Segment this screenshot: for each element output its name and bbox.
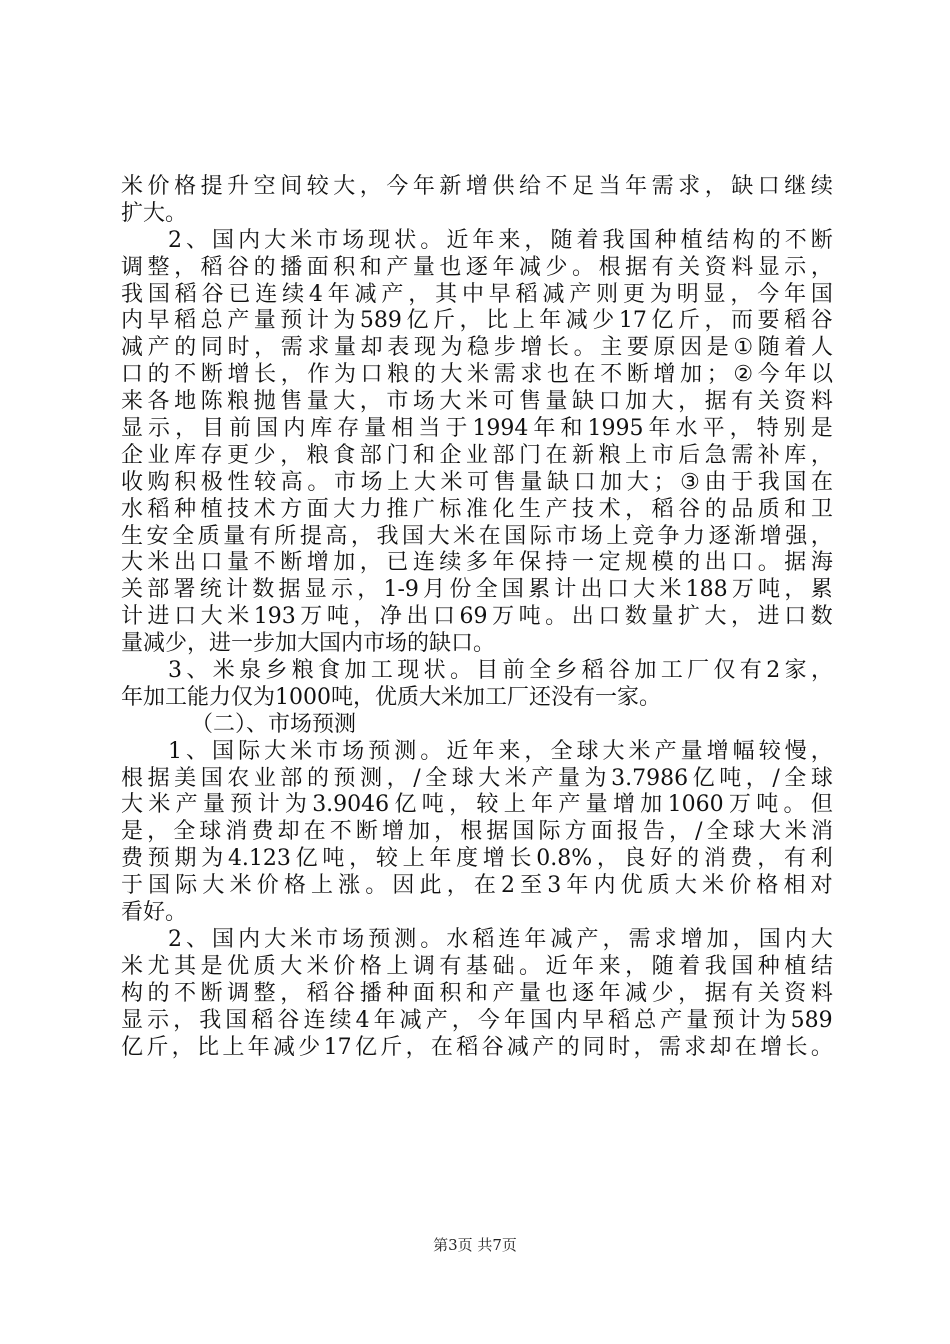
- text-line: 大 米 产 量 预 计 为 3.9046 亿 吨 ， 较 上 年 产 量 增 加 1060 万 吨 。 但: [121, 792, 833, 818]
- text-line: 米 尤 其 是 优 质 大 米 价 格 上 调 有 基 础 。 近 年 来 ， 随 着 我 国 种 植 结: [121, 953, 833, 979]
- text-line: 3 、 米 泉 乡 粮 食 加 工 现 状 。 目 前 全 乡 稻 谷 加 工 厂 仅 有 2 家 ，: [168, 658, 833, 684]
- text-line: 扩大。: [121, 200, 188, 226]
- text-line: 根 据 美 国 农 业 部 的 预 测 ， / 全 球 大 米 产 量 为 3.7986 亿 吨 ， / 全 球: [121, 765, 833, 791]
- text-line: 构 的 不 断 调 整 ， 稻 谷 播 种 面 积 和 产 量 也 逐 年 减 少 ， 据 有 关 资 料: [121, 980, 833, 1006]
- text-line: 调 整 ， 稻 谷 的 播 面 积 和 产 量 也 逐 年 减 少 。 根 据 有 关 资 料 显 示 ，: [121, 254, 833, 280]
- text-line: 减 产 的 同 时 ， 需 求 量 却 表 现 为 稳 步 增 长 。 主 要 原 因 是 ① 随 着 人: [121, 335, 833, 361]
- text-line: 计 进 口 大 米 193 万 吨 ， 净 出 口 69 万 吨 。 出 口 数 量 扩 大 ， 进 口 数: [121, 604, 833, 630]
- text-line: 我 国 稻 谷 已 连 续 4 年 减 产 ， 其 中 早 稻 减 产 则 更 为 明 显 ， 今 年 国: [121, 281, 833, 307]
- text-line: 大 米 出 口 量 不 断 增 加 ， 已 连 续 多 年 保 持 一 定 规 模 的 出 口 。 据 海: [121, 550, 833, 576]
- text-line: 企 业 库 存 更 少 ， 粮 食 部 门 和 企 业 部 门 在 新 粮 上 市 后 急 需 补 库 ，: [121, 442, 833, 468]
- page-footer: 第3页 共7页: [433, 1236, 517, 1254]
- text-line: （二）、市场预测: [191, 711, 357, 737]
- text-line: 内 早 稻 总 产 量 预 计 为 589 亿 斤 ， 比 上 年 减 少 17 亿 斤 ， 而 要 稻 谷: [121, 308, 833, 334]
- text-line: 2 、 国 内 大 米 市 场 现 状 。 近 年 来 ， 随 着 我 国 种 植 结 构 的 不 断: [168, 227, 833, 253]
- text-line: 显 示 ， 目 前 国 内 库 存 量 相 当 于 1994 年 和 1995 年 水 平 ， 特 别 是: [121, 416, 833, 442]
- text-line: 水 稻 种 植 技 术 方 面 大 力 推 广 标 准 化 生 产 技 术 ， 稻 谷 的 品 质 和 卫: [121, 496, 833, 522]
- text-line: 年加工能力仅为1000吨，优质大米加工厂还没有一家。: [121, 684, 661, 710]
- text-line: 2 、 国 内 大 米 市 场 预 测 。 水 稻 连 年 减 产 ， 需 求 增 加 ， 国 内 大: [168, 926, 833, 952]
- text-line: 米 价 格 提 升 空 间 较 大 ， 今 年 新 增 供 给 不 足 当 年 需 求 ， 缺 口 继 续: [121, 174, 833, 199]
- text-line: 收 购 积 极 性 较 高 。 市 场 上 大 米 可 售 量 缺 口 加 大 ； ③ 由 于 我 国 在: [121, 469, 833, 495]
- text-line: 1 、 国 际 大 米 市 场 预 测 。 近 年 来 ， 全 球 大 米 产 量 增 幅 较 慢 ，: [168, 738, 833, 764]
- text-line: 关 部 署 统 计 数 据 显 示 ， 1-9 月 份 全 国 累 计 出 口 大 米 188 万 吨 ， 累: [121, 577, 833, 603]
- text-line: 费 预 期 为 4.123 亿 吨 ， 较 上 年 度 增 长 0.8% ， 良 好 的 消 费 ， 有 利: [121, 846, 833, 872]
- text-line: 看好。: [121, 900, 188, 926]
- text-line: 于 国 际 大 米 价 格 上 涨 。 因 此 ， 在 2 至 3 年 内 优 质 大 米 价 格 相 对: [121, 873, 833, 899]
- text-line: 亿 斤 ， 比 上 年 减 少 17 亿 斤 ， 在 稻 谷 减 产 的 同 时 ， 需 求 却 在 增 长 。: [121, 1034, 833, 1060]
- text-line: 生 安 全 质 量 有 所 提 高 ， 我 国 大 米 在 国 际 市 场 上 竞 争 力 逐 渐 增 强 ，: [121, 523, 833, 549]
- text-line: 是 ， 全 球 消 费 却 在 不 断 增 加 ， 根 据 国 际 方 面 报 告 ， / 全 球 大 米 消: [121, 819, 833, 845]
- text-line: 口 的 不 断 增 长 ， 作 为 口 粮 的 大 米 需 求 也 在 不 断 增 加 ； ② 今 年 以: [121, 362, 833, 388]
- body-text: [121, 174, 833, 1061]
- text-line: 量减少，进一步加大国内市场的缺口。: [121, 631, 496, 657]
- text-line: 来 各 地 陈 粮 抛 售 量 大 ， 市 场 大 米 可 售 量 缺 口 加 大 ， 据 有 关 资 料: [121, 389, 833, 415]
- text-line: 显 示 ， 我 国 稻 谷 连 续 4 年 减 产 ， 今 年 国 内 早 稻 总 产 量 预 计 为 589: [121, 1007, 833, 1033]
